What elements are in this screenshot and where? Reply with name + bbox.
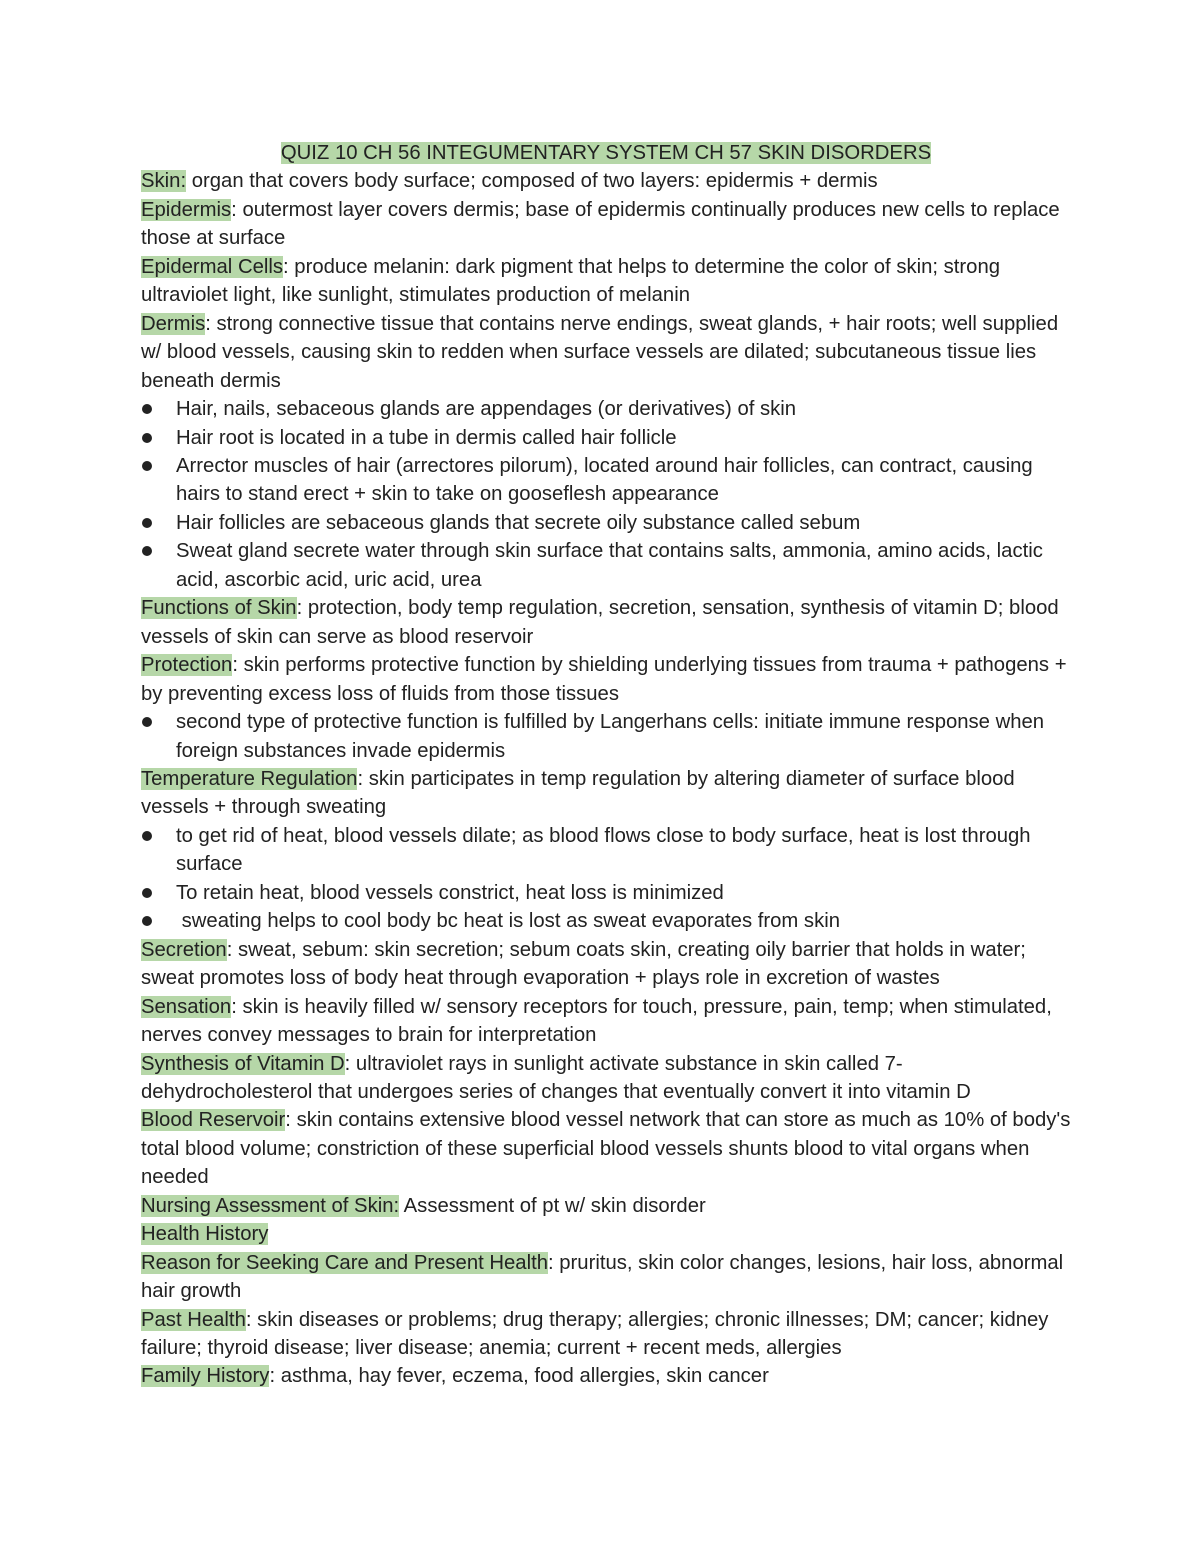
secretion-term: Secretion (141, 938, 227, 961)
epidermis-term: Epidermis (141, 198, 232, 221)
list-item: Hair, nails, sebaceous glands are appendages (or derivatives) of skin (141, 395, 1071, 423)
epidermis-definition: : outermost layer covers dermis; base of epidermis continually produces new cells to replace those at surface (141, 198, 1060, 250)
sensation-paragraph (141, 993, 1071, 1050)
dermis-term: Dermis (141, 312, 206, 335)
functions-definition: : protection, body temp regulation, secretion, sensation, synthesis of vitamin D; blood vessels of skin can serve as blood reservoir (141, 597, 1059, 648)
temperature-definition: : skin participates in temp regulation by altering diameter of surface blood vessels + through sweating (141, 767, 1015, 819)
protection-bullet-list (141, 708, 1071, 765)
list-item: to get rid of heat, blood vessels dilate; as blood flows close to body surface, heat is lost through surface (141, 822, 1071, 879)
sensation-term: Sensation (141, 995, 232, 1018)
past-health-paragraph (141, 1306, 1071, 1363)
epidermal-cells-definition: : produce melanin: dark pigment that helps to determine the color of skin; strong ultraviolet light, like sunlight, stimulates production of melanin (141, 255, 1001, 307)
reason-for-care-paragraph (141, 1249, 1071, 1306)
past-health-term: Past Health (141, 1308, 246, 1331)
epidermis-paragraph (141, 196, 1071, 253)
document-title-line (141, 139, 1071, 167)
functions-paragraph (141, 594, 1071, 651)
skin-term: Skin: (141, 170, 187, 193)
protection-paragraph (141, 651, 1071, 708)
epidermal-cells-paragraph (141, 253, 1071, 310)
document-page (141, 139, 1071, 1391)
temperature-term: Temperature Regulation (141, 767, 358, 790)
sensation-definition: : skin is heavily filled w/ sensory receptors for touch, pressure, pain, temp; when stimulated, nerves convey messages to brain for interpretation (141, 995, 1052, 1047)
nursing-assessment-term: Nursing Assessment of Skin: (141, 1194, 400, 1217)
list-item: To retain heat, blood vessels constrict, heat loss is minimized (141, 879, 1071, 907)
temperature-paragraph (141, 765, 1071, 822)
past-health-definition: : skin diseases or problems; drug therapy; allergies; chronic illnesses; DM; cancer; kidney failure; thyroid disease; liver disease; anemia; current + recent meds, allergies (141, 1308, 1049, 1360)
blood-reservoir-term: Blood Reservoir (141, 1109, 286, 1132)
health-history-term: Health History (141, 1223, 269, 1246)
list-item: Hair follicles are sebaceous glands that secrete oily substance called sebum (141, 509, 1071, 537)
health-history-heading (141, 1220, 1071, 1248)
temperature-bullet-list (141, 822, 1071, 936)
blood-reservoir-paragraph (141, 1106, 1071, 1191)
family-history-term: Family History (141, 1365, 270, 1388)
protection-definition: : skin performs protective function by shielding underlying tissues from trauma + pathogens + by preventing excess loss of fluids from those tissues (141, 654, 1067, 705)
skin-paragraph (141, 167, 1071, 195)
dermis-definition: : strong connective tissue that contains nerve endings, sweat glands, + hair roots; well supplied w/ blood vessels, causing skin to redden when surface vessels are dilated; subcutaneous tissue lies beneath dermis (141, 312, 1059, 392)
skin-definition: organ that covers body surface; composed of two layers: epidermis + dermis (186, 170, 878, 193)
functions-term: Functions of Skin (141, 597, 297, 620)
reason-for-care-definition: : pruritus, skin color changes, lesions, hair loss, abnormal hair growth (141, 1251, 1064, 1303)
list-item: Hair root is located in a tube in dermis called hair follicle (141, 424, 1071, 452)
nursing-assessment-paragraph (141, 1192, 1071, 1220)
secretion-definition: : sweat, sebum: skin secretion; sebum coats skin, creating oily barrier that holds in water; sweat promotes loss of body heat through evaporation + plays role in excretion of wastes (141, 938, 1026, 990)
blood-reservoir-definition: : skin contains extensive blood vessel network that can store as much as 10% of body's total blood volume; constriction of these superficial blood vessels shunts blood to vital organs when needed (141, 1109, 1071, 1189)
epidermal-cells-term: Epidermal Cells (141, 255, 284, 278)
list-item: Sweat gland secrete water through skin surface that contains salts, ammonia, amino acids, lactic acid, ascorbic acid, uric acid, urea (141, 537, 1071, 594)
protection-term: Protection (141, 654, 233, 677)
list-item: second type of protective function is fulfilled by Langerhans cells: initiate immune response when foreign substances invade epidermis (141, 708, 1071, 765)
list-item: Arrector muscles of hair (arrectores pilorum), located around hair follicles, can contract, causing hairs to stand erect + skin to take on gooseflesh appearance (141, 452, 1071, 509)
dermis-paragraph (141, 310, 1071, 395)
list-item: sweating helps to cool body bc heat is lost as sweat evaporates from skin (141, 907, 1071, 935)
vitamin-d-paragraph (141, 1050, 1071, 1107)
secretion-paragraph (141, 936, 1071, 993)
reason-for-care-term: Reason for Seeking Care and Present Health (141, 1251, 548, 1274)
family-history-paragraph (141, 1362, 1071, 1390)
document-title: QUIZ 10 CH 56 INTEGUMENTARY SYSTEM CH 57 SKIN DISORDERS (280, 142, 932, 164)
dermis-bullet-list (141, 395, 1071, 594)
nursing-assessment-definition: Assessment of pt w/ skin disorder (399, 1194, 706, 1217)
family-history-definition: : asthma, hay fever, eczema, food allergies, skin cancer (269, 1365, 769, 1388)
vitamin-d-term: Synthesis of Vitamin D (141, 1052, 345, 1075)
vitamin-d-definition: : ultraviolet rays in sunlight activate substance in skin called 7-dehydrocholesterol that undergoes series of changes that eventually convert it into vitamin D (141, 1052, 971, 1103)
